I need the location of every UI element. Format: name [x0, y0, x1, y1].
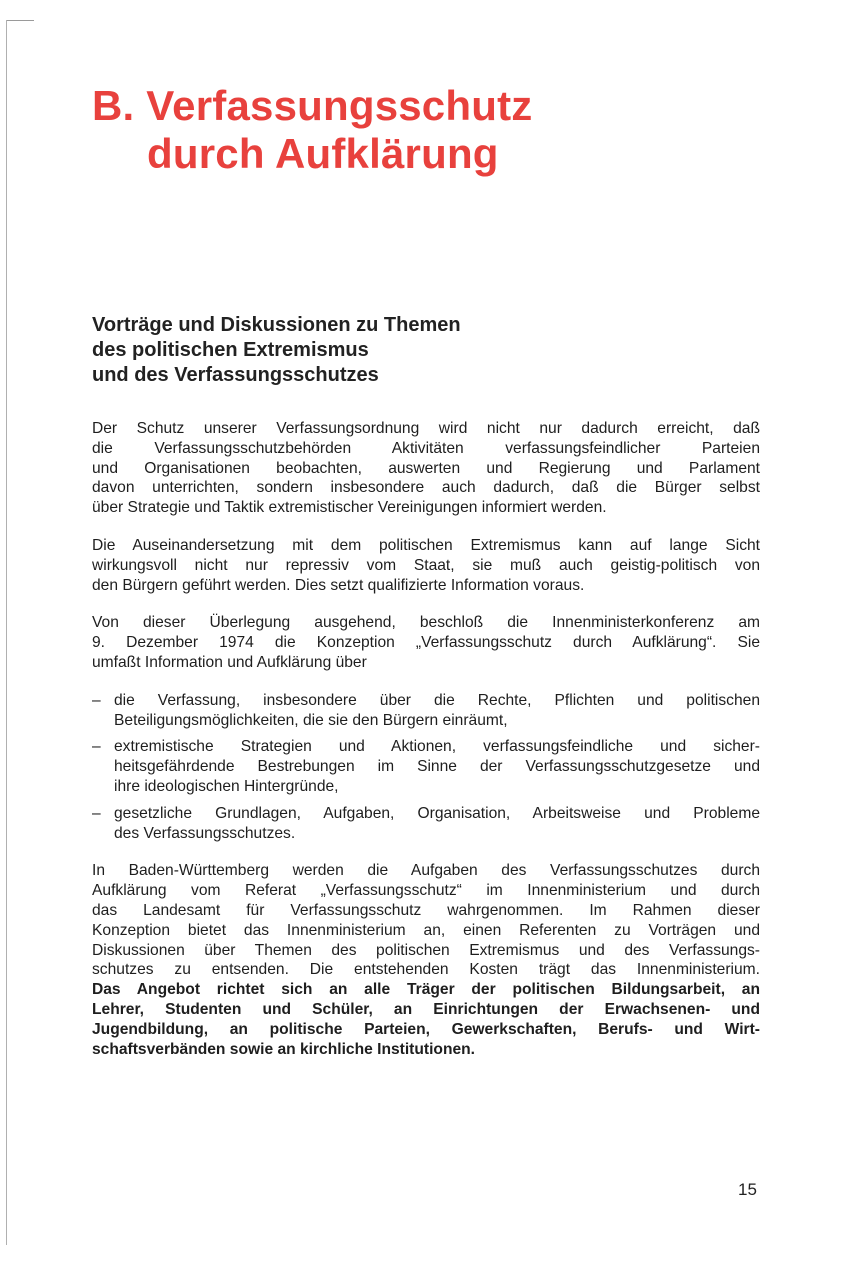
text-line: die Verfassung, insbesondere über die Rechte, Pflichten und politischen: [114, 691, 760, 709]
text-line: schutzes zu entsenden. Die entstehenden Kosten trägt das Innenministerium.: [92, 961, 760, 979]
paragraph-1: [92, 419, 760, 518]
text-line: ihre ideologischen Hintergründe,: [114, 777, 339, 795]
crop-mark-top: [6, 20, 34, 21]
topic-list: [92, 691, 760, 844]
section-heading-line-3: und des Verfassungsschutzes: [92, 364, 379, 386]
text-line: heitsgefährdende Bestrebungen im Sinne der Verfassungsschutzgesetze und: [114, 758, 760, 776]
section-heading-line-2: des politischen Extremismus: [92, 339, 369, 361]
text-line-bold: schaftsverbänden sowie an kirchliche Institutionen.: [92, 1040, 476, 1058]
text-line-bold: Lehrer, Studenten und Schüler, an Einrichtungen der Erwachsenen- und: [92, 1000, 760, 1018]
text-line: Konzeption bietet das Innenministerium an, einen Referenten zu Vorträgen und: [92, 921, 760, 939]
list-item: [92, 737, 760, 796]
text-line: die Verfassungsschutzbehörden Aktivitäten verfassungsfeindlicher Parteien: [92, 439, 760, 457]
chapter-title-line-1: B. Verfassungsschutz: [92, 82, 533, 129]
text-line: Aufklärung vom Referat „Verfassungsschutz“ im Innenministerium und durch: [92, 882, 760, 900]
paragraph-4: [92, 861, 760, 1059]
list-dash: –: [92, 738, 101, 756]
text-line: über Strategie und Taktik extremistischer Vereinigungen informiert werden.: [92, 499, 607, 517]
text-line: Von dieser Überlegung ausgehend, beschloß die Innenministerkonferenz am: [92, 614, 760, 632]
section-heading-line-1: Vorträge und Diskussionen zu Themen: [92, 314, 461, 336]
page-number: 15: [738, 1180, 757, 1199]
text-line: des Verfassungsschutzes.: [114, 824, 296, 842]
text-line: extremistische Strategien und Aktionen, verfassungsfeindliche und sicher-: [114, 738, 760, 756]
text-line: umfaßt Information und Aufklärung über: [92, 653, 367, 671]
crop-mark-left: [6, 20, 7, 1245]
text-line: Beteiligungsmöglichkeiten, die sie den Bürgern einräumt,: [114, 711, 508, 729]
list-dash: –: [92, 804, 101, 822]
text-line: das Landesamt für Verfassungsschutz wahrgenommen. Im Rahmen dieser: [92, 901, 760, 919]
text-line: gesetzliche Grundlagen, Aufgaben, Organisation, Arbeitsweise und Probleme: [114, 804, 760, 822]
text-line-bold: Das Angebot richtet sich an alle Träger der politischen Bildungsarbeit, an: [92, 981, 760, 999]
text-line: In Baden-Württemberg werden die Aufgaben des Verfassungsschutzes durch: [92, 862, 760, 880]
list-dash: –: [92, 691, 101, 709]
list-item: [92, 691, 760, 731]
paragraph-2: [92, 536, 760, 595]
text-line: Der Schutz unserer Verfassungsordnung wird nicht nur dadurch erreicht, daß: [92, 420, 760, 437]
text-line: den Bürgern geführt werden. Dies setzt qualifizierte Information voraus.: [92, 576, 585, 594]
text-line: davon unterrichten, sondern insbesondere auch dadurch, daß die Bürger selbst: [92, 479, 760, 497]
text-line: Die Auseinandersetzung mit dem politischen Extremismus kann auf lange Sicht: [92, 536, 760, 554]
chapter-title: [92, 82, 532, 178]
list-item: [92, 804, 760, 844]
text-line: 9. Dezember 1974 die Konzeption „Verfassungsschutz durch Aufklärung“. Sie: [92, 634, 760, 652]
body-text: [92, 419, 760, 1077]
section-heading: [92, 313, 461, 388]
chapter-title-line-2: durch Aufklärung: [147, 130, 499, 177]
text-line: Diskussionen über Themen des politischen Extremismus und des Verfassungs-: [92, 941, 760, 959]
paragraph-3: [92, 613, 760, 672]
text-line: und Organisationen beobachten, auswerten und Regierung und Parlament: [92, 459, 760, 477]
text-line: wirkungsvoll nicht nur repressiv vom Staat, sie muß auch geistig-politisch von: [92, 556, 760, 574]
text-line-bold: Jugendbildung, an politische Parteien, Gewerkschaften, Berufs- und Wirt-: [92, 1020, 760, 1038]
